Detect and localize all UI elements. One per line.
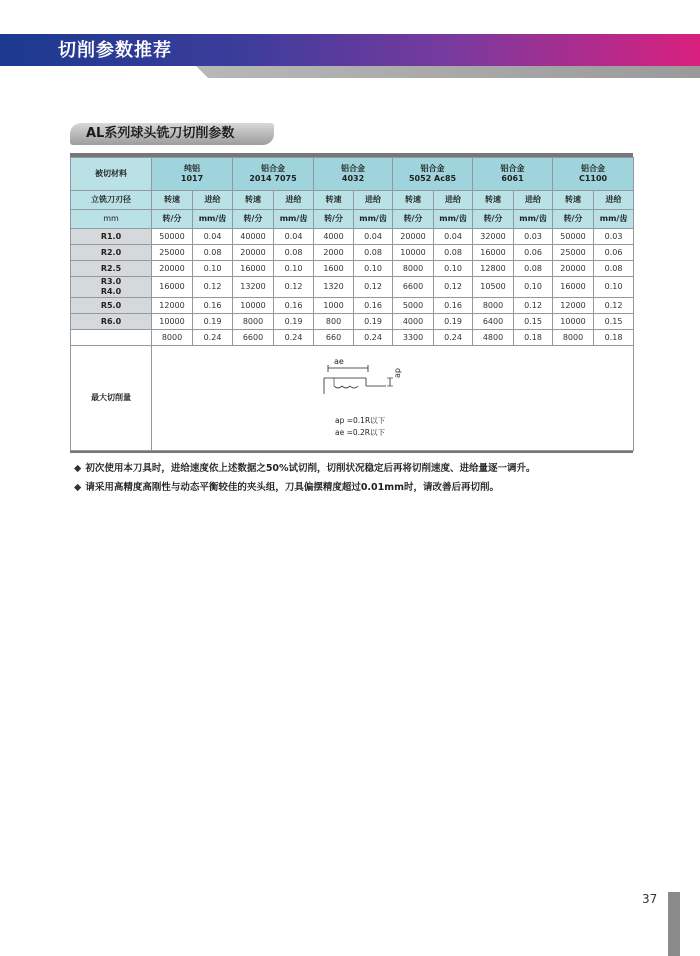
- speed-cell: 10000: [152, 314, 193, 330]
- unit-label: mm: [71, 210, 152, 229]
- banner-title: 切削参数推荐: [58, 40, 172, 61]
- speed-cell: 3300: [393, 330, 434, 346]
- feed-cell: 0.16: [274, 298, 314, 314]
- feed-cell: 0.16: [193, 298, 233, 314]
- feed-unit: mm/齿: [594, 210, 634, 229]
- feed-unit: mm/齿: [193, 210, 233, 229]
- feed-cell: 0.10: [434, 261, 473, 277]
- speed-cell: 1600: [314, 261, 354, 277]
- speed-cell: 20000: [553, 261, 594, 277]
- row-label: R5.0: [71, 298, 152, 314]
- material-col-5: 铝合金 C1100: [553, 158, 634, 191]
- table-row: [71, 330, 634, 346]
- speed-cell: 660: [314, 330, 354, 346]
- feed-cell: 0.06: [594, 245, 634, 261]
- speed-cell: 8000: [553, 330, 594, 346]
- page-edge-bar: [668, 892, 680, 956]
- feed-cell: 0.06: [514, 245, 553, 261]
- feed-cell: 0.08: [274, 245, 314, 261]
- speed-cell: 6600: [233, 330, 274, 346]
- ae-caption: ae =0.2R以下: [335, 428, 386, 437]
- max-cut-diagram: [152, 346, 564, 450]
- feed-cell: 0.10: [354, 261, 393, 277]
- feed-cell: 0.24: [434, 330, 473, 346]
- feed-cell: 0.24: [354, 330, 393, 346]
- banner-underline: [196, 66, 700, 78]
- speed-cell: 16000: [152, 277, 193, 298]
- feed-cell: 0.15: [594, 314, 634, 330]
- feed-unit: mm/齿: [434, 210, 473, 229]
- feed-header: 进给: [193, 191, 233, 210]
- page-number: 37: [642, 892, 658, 906]
- speed-header: 转速: [233, 191, 274, 210]
- speed-cell: 32000: [473, 229, 514, 245]
- feed-cell: 0.12: [274, 277, 314, 298]
- feed-cell: 0.19: [193, 314, 233, 330]
- material-label: 被切材料: [71, 158, 152, 191]
- speed-unit: 转/分: [553, 210, 594, 229]
- feed-cell: 0.04: [354, 229, 393, 245]
- feed-cell: 0.19: [274, 314, 314, 330]
- feed-cell: 0.04: [193, 229, 233, 245]
- feed-cell: 0.08: [354, 245, 393, 261]
- speed-cell: 25000: [152, 245, 193, 261]
- feed-cell: 0.10: [193, 261, 233, 277]
- ball-end-diagram-icon: [320, 356, 410, 416]
- section-title: AL系列球头铣刀切削参数: [70, 123, 274, 145]
- speed-cell: 50000: [152, 229, 193, 245]
- feed-cell: 0.18: [594, 330, 634, 346]
- feed-cell: 0.10: [514, 277, 553, 298]
- feed-cell: 0.12: [354, 277, 393, 298]
- feed-cell: 0.08: [193, 245, 233, 261]
- speed-cell: 12800: [473, 261, 514, 277]
- feed-cell: 0.08: [514, 261, 553, 277]
- feed-cell: 0.24: [274, 330, 314, 346]
- feed-cell: 0.12: [514, 298, 553, 314]
- speed-cell: 25000: [553, 245, 594, 261]
- speed-header: 转速: [152, 191, 193, 210]
- row-label: R6.0: [71, 314, 152, 330]
- ap-caption: ap =0.1R以下: [335, 416, 386, 425]
- feed-cell: 0.12: [594, 298, 634, 314]
- speed-cell: 20000: [233, 245, 274, 261]
- speed-cell: 40000: [233, 229, 274, 245]
- speed-cell: 8000: [473, 298, 514, 314]
- speed-header: 转速: [473, 191, 514, 210]
- max-cut-label: 最大切削量: [71, 346, 152, 451]
- table-row: [71, 277, 634, 298]
- row-label: [71, 330, 152, 346]
- speed-unit: 转/分: [152, 210, 193, 229]
- ae-symbol: ae: [334, 357, 344, 366]
- speed-cell: 6600: [393, 277, 434, 298]
- speed-cell: 6400: [473, 314, 514, 330]
- table-row: [71, 245, 634, 261]
- table-row: [71, 314, 634, 330]
- speed-cell: 1000: [314, 298, 354, 314]
- row-label: R1.0: [71, 229, 152, 245]
- feed-cell: 0.19: [354, 314, 393, 330]
- speed-cell: 800: [314, 314, 354, 330]
- feed-cell: 0.12: [193, 277, 233, 298]
- unit-header-row: [71, 210, 634, 229]
- feed-cell: 0.15: [514, 314, 553, 330]
- feed-cell: 0.16: [434, 298, 473, 314]
- row-label: R2.0: [71, 245, 152, 261]
- feed-cell: 0.24: [193, 330, 233, 346]
- speed-cell: 10500: [473, 277, 514, 298]
- speed-cell: 13200: [233, 277, 274, 298]
- speed-cell: 12000: [553, 298, 594, 314]
- feed-unit: mm/齿: [354, 210, 393, 229]
- max-cut-diagram-cell: [152, 346, 634, 451]
- feed-header: 进给: [594, 191, 634, 210]
- feed-cell: 0.10: [274, 261, 314, 277]
- material-header-row: [71, 158, 634, 191]
- feed-cell: 0.16: [354, 298, 393, 314]
- feed-cell: 0.04: [274, 229, 314, 245]
- speed-header: 转速: [314, 191, 354, 210]
- feed-header: 进给: [434, 191, 473, 210]
- speed-cell: 10000: [233, 298, 274, 314]
- feed-header: 进给: [274, 191, 314, 210]
- speed-cell: 1320: [314, 277, 354, 298]
- material-col-0: 纯铝 1017: [152, 158, 233, 191]
- speed-cell: 5000: [393, 298, 434, 314]
- feed-cell: 0.10: [594, 277, 634, 298]
- speed-cell: 16000: [553, 277, 594, 298]
- speed-cell: 8000: [393, 261, 434, 277]
- feed-cell: 0.03: [514, 229, 553, 245]
- speed-unit: 转/分: [233, 210, 274, 229]
- note-1: ◆ 初次使用本刀具时，进给速度依上述数据之50%试切削，切削状况稳定后再将切削速度、进给量逐一调升。: [74, 463, 536, 474]
- feed-cell: 0.18: [514, 330, 553, 346]
- feed-cell: 0.12: [434, 277, 473, 298]
- speed-cell: 10000: [393, 245, 434, 261]
- speed-cell: 8000: [233, 314, 274, 330]
- table-row: [71, 298, 634, 314]
- feed-cell: 0.19: [434, 314, 473, 330]
- speed-cell: 12000: [152, 298, 193, 314]
- feed-cell: 0.03: [594, 229, 634, 245]
- table-row: [71, 229, 634, 245]
- cutting-parameter-table: [70, 153, 633, 453]
- speed-cell: 10000: [553, 314, 594, 330]
- speed-cell: 20000: [152, 261, 193, 277]
- speed-header: 转速: [393, 191, 434, 210]
- material-col-4: 铝合金 6061: [473, 158, 553, 191]
- row-label: R2.5: [71, 261, 152, 277]
- feed-header: 进给: [354, 191, 393, 210]
- speed-unit: 转/分: [314, 210, 354, 229]
- speed-header: 转速: [553, 191, 594, 210]
- feed-unit: mm/齿: [274, 210, 314, 229]
- material-col-3: 铝合金 5052 Ac85: [393, 158, 473, 191]
- feed-cell: 0.08: [434, 245, 473, 261]
- feed-cell: 0.08: [594, 261, 634, 277]
- speed-cell: 4800: [473, 330, 514, 346]
- ap-symbol: ap: [393, 368, 402, 378]
- speed-unit: 转/分: [393, 210, 434, 229]
- note-2: ◆ 请采用高精度高刚性与动态平衡较佳的夹头组，刀具偏摆精度超过0.01mm时，请改善后再切削。: [74, 482, 500, 493]
- speed-cell: 50000: [553, 229, 594, 245]
- speed-cell: 4000: [314, 229, 354, 245]
- row-label: R3.0 R4.0: [71, 277, 152, 298]
- speed-unit: 转/分: [473, 210, 514, 229]
- param-header-row: [71, 191, 634, 210]
- speed-cell: 16000: [473, 245, 514, 261]
- table-row: [71, 261, 634, 277]
- feed-unit: mm/齿: [514, 210, 553, 229]
- speed-cell: 4000: [393, 314, 434, 330]
- speed-cell: 20000: [393, 229, 434, 245]
- material-col-2: 铝合金 4032: [314, 158, 393, 191]
- speed-cell: 16000: [233, 261, 274, 277]
- material-col-1: 铝合金 2014 7075: [233, 158, 314, 191]
- feed-header: 进给: [514, 191, 553, 210]
- table-bottom-rule: [70, 451, 633, 453]
- diameter-label: 立铣刀刃径: [71, 191, 152, 210]
- feed-cell: 0.04: [434, 229, 473, 245]
- speed-cell: 2000: [314, 245, 354, 261]
- max-cut-row: [71, 346, 634, 451]
- speed-cell: 8000: [152, 330, 193, 346]
